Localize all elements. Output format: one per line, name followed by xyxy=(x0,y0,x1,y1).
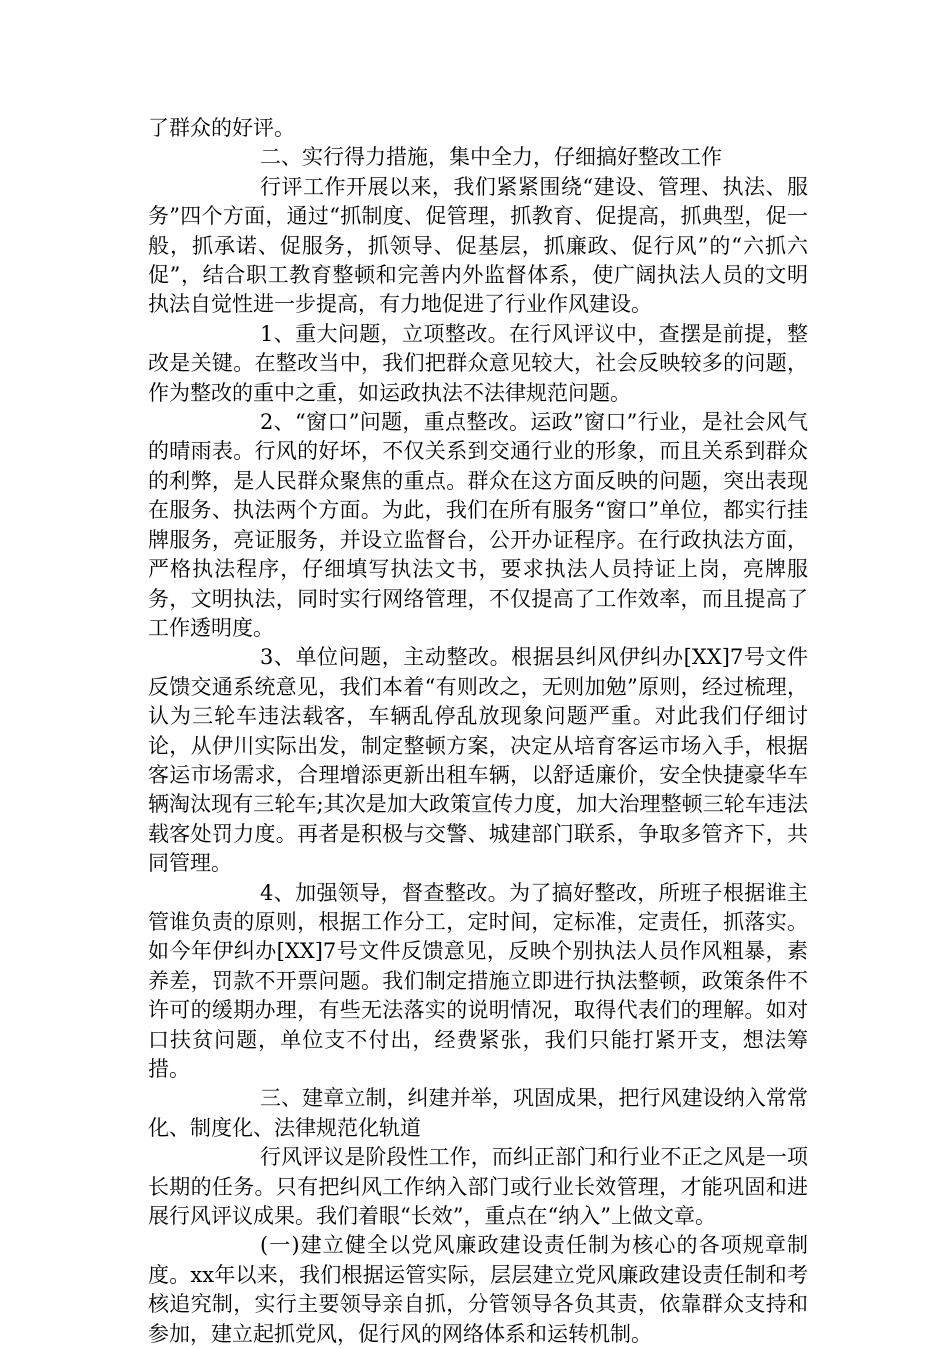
section-heading-3: 三、建章立制，纠建并举，巩固成果，把行风建设纳入常常化、制度化、法律规范化轨道 xyxy=(148,1086,808,1140)
paragraph: 行评工作开展以来，我们紧紧围绕“建设、管理、执法、服务”四个方面，通过“抓制度、促管理，抓教育、促提高，抓典型，促一般，抓承诺、促服务，抓领导、促基层，抓廉政、促行风”的“六抓六促”，结合职工教育整顿和完善内外监督体系，使广阔执法人员的文明执法自觉性进一步提高，有力地促进了行业作风建设。 xyxy=(148,174,808,317)
section-heading-2: 二、实行得力措施，集中全力，仔细搞好整改工作 xyxy=(260,145,722,170)
document-body xyxy=(148,114,808,1349)
paragraph: (一)建立健全以党风廉政建设责任制为核心的各项规章制度。xx年以来，我们根据运管实际，层层建立党风廉政建设责任制和考核追究制，实行主要领导亲自抓，分管领导各负其责，依靠群众支持和参加，建立起抓党风，促行风的网络体系和运转机制。 xyxy=(148,1233,808,1346)
paragraph: 3、单位问题，主动整改。根据县纠风伊纠办[XX]7号文件反馈交通系统意见，我们本着“有则改之，无则加勉”原则，经过梳理，认为三轮车违法载客，车辆乱停乱放现象问题严重。对此我们仔细讨论，从伊川实际出发，制定整顿方案，决定从培育客运市场入手，根据客运市场需求，合理增添更新出租车辆，以舒适廉价，安全快捷豪华车辆淘汰现有三轮车;其次是加大政策宣传力度，加大治理整顿三轮车违法载客处罚力度。再者是积极与交警、城建部门联系，争取多管齐下，共同管理。 xyxy=(148,645,808,876)
paragraph: 1、重大问题，立项整改。在行风评议中，查摆是前提，整改是关键。在整改当中，我们把群众意见较大，社会反映较多的问题，作为整改的重中之重，如运政执法不法律规范问题。 xyxy=(148,321,808,405)
paragraph: 了群众的好评。 xyxy=(148,116,295,140)
paragraph: 2、“窗口”问题，重点整改。运政”窗口”行业，是社会风气的晴雨表。行风的好坏，不仅关系到交通行业的形象，而且关系到群众的利弊，是人民群众聚焦的重点。群众在这方面反映的问题，突出表现在服务、执法两个方面。为此，我们在所有服务“窗口”单位，都实行挂牌服务，亮证服务，并设立监督台，公开办证程序。在行政执法方面，严格执法程序，仔细填写执法文书，要求执法人员持证上岗，亮牌服务，文明执法，同时实行网络管理，不仅提高了工作效率，而且提高了工作透明度。 xyxy=(148,410,808,640)
paragraph: 行风评议是阶段性工作，而纠正部门和行业不正之风是一项长期的任务。只有把纠风工作纳入部门或行业长效管理，才能巩固和进展行风评议成果。我们着眼“长效”，重点在“纳入”上做文章。 xyxy=(148,1145,808,1229)
paragraph: 4、加强领导，督查整改。为了搞好整改，所班子根据谁主管谁负责的原则，根据工作分工，定时间，定标准，定责任，抓落实。如今年伊纠办[XX]7号文件反馈意见，反映个别执法人员作风粗暴，素养差，罚款不开票问题。我们制定措施立即进行执法整顿，政策条件不许可的缓期办理，有些无法落实的说明情况，取得代表们的理解。如对口扶贫问题，单位支不付出，经费紧张，我们只能打紧开支，想法筹措。 xyxy=(148,880,808,1081)
